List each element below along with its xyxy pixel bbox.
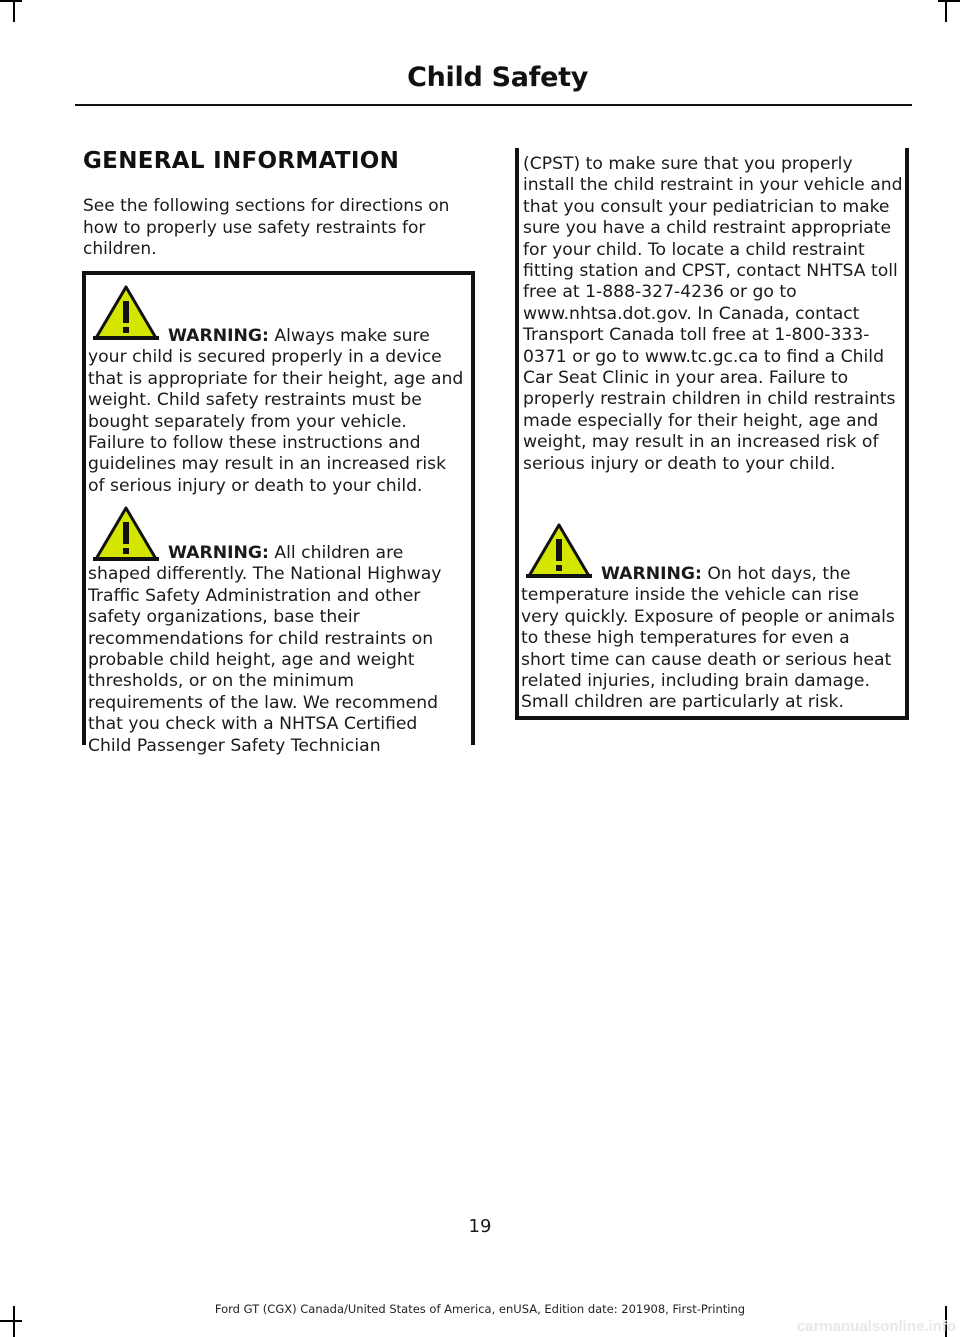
warning-2-text [86, 543, 466, 757]
page-title: Child Safety [407, 62, 588, 93]
edition-footer: Ford GT (CGX) Canada/United States of America, enUSA, Edition date: 201908, First-Printing [214, 1302, 746, 1316]
section-heading: GENERAL INFORMATION [83, 148, 400, 174]
warning-label: WARNING: [168, 326, 269, 346]
warning-body: All children are shaped differently. The National Highway Traffic Safety Administration and other safety organizations, base their recommendations for child restraints on probable child height, age and weight thresholds, or on the minimum requirements of the law. We recommend that you check with a NHTSA Certified Child Passenger Safety Technician [88, 543, 442, 756]
warning-box-left [82, 271, 475, 756]
header-divider [75, 104, 912, 106]
watermark-logo: carmanualsonline.info [796, 1318, 956, 1335]
crop-mark [0, 0, 22, 2]
page-number: 19 [468, 1216, 492, 1237]
warning-2-continuation: (CPST) to make sure that you properly install the child restraint in your vehicle and that you consult your pediatrician to make sure you have a child restraint appropriate for your child. To locate a child restraint fitting station and CPST, contact NHTSA toll free at 1-888-327-4236 or go to www.nhtsa.dot.gov. In Canada, contact Transport Canada toll free at 1-800-333-0371 or go to www.tc.gc.ca to find a Child Car Seat Clinic in your area. Failure to properly restrain children in child restraints made especially for their height, age and weight, may result in an increased risk of serious injury or death to your child. [523, 154, 903, 474]
warning-3-text [519, 564, 899, 714]
warning-1-text [86, 326, 466, 497]
crop-mark [938, 0, 960, 2]
warning-body: On hot days, the temperature inside the vehicle can rise very quickly. Exposure of people or animals to these high temperatures for even a short time can cause death or serious heat related injuries, including brain damage. Small children are particularly at risk. [521, 564, 895, 713]
crop-mark [0, 1320, 22, 1322]
warning-box-right [515, 148, 909, 720]
intro-paragraph: See the following sections for directions on how to properly use safety restraints for children. [83, 196, 450, 259]
warning-label: WARNING: [168, 543, 269, 563]
warning-body: Always make sure your child is secured properly in a device that is appropriate for their height, age and weight. Child safety restraints must be bought separately from your vehicle. Failure to follow these instructions and guidelines may result in an increased risk of serious injury or death to your child. [88, 326, 464, 496]
warning-label: WARNING: [601, 564, 702, 584]
crop-mark [13, 0, 15, 22]
crop-mark [945, 0, 947, 22]
